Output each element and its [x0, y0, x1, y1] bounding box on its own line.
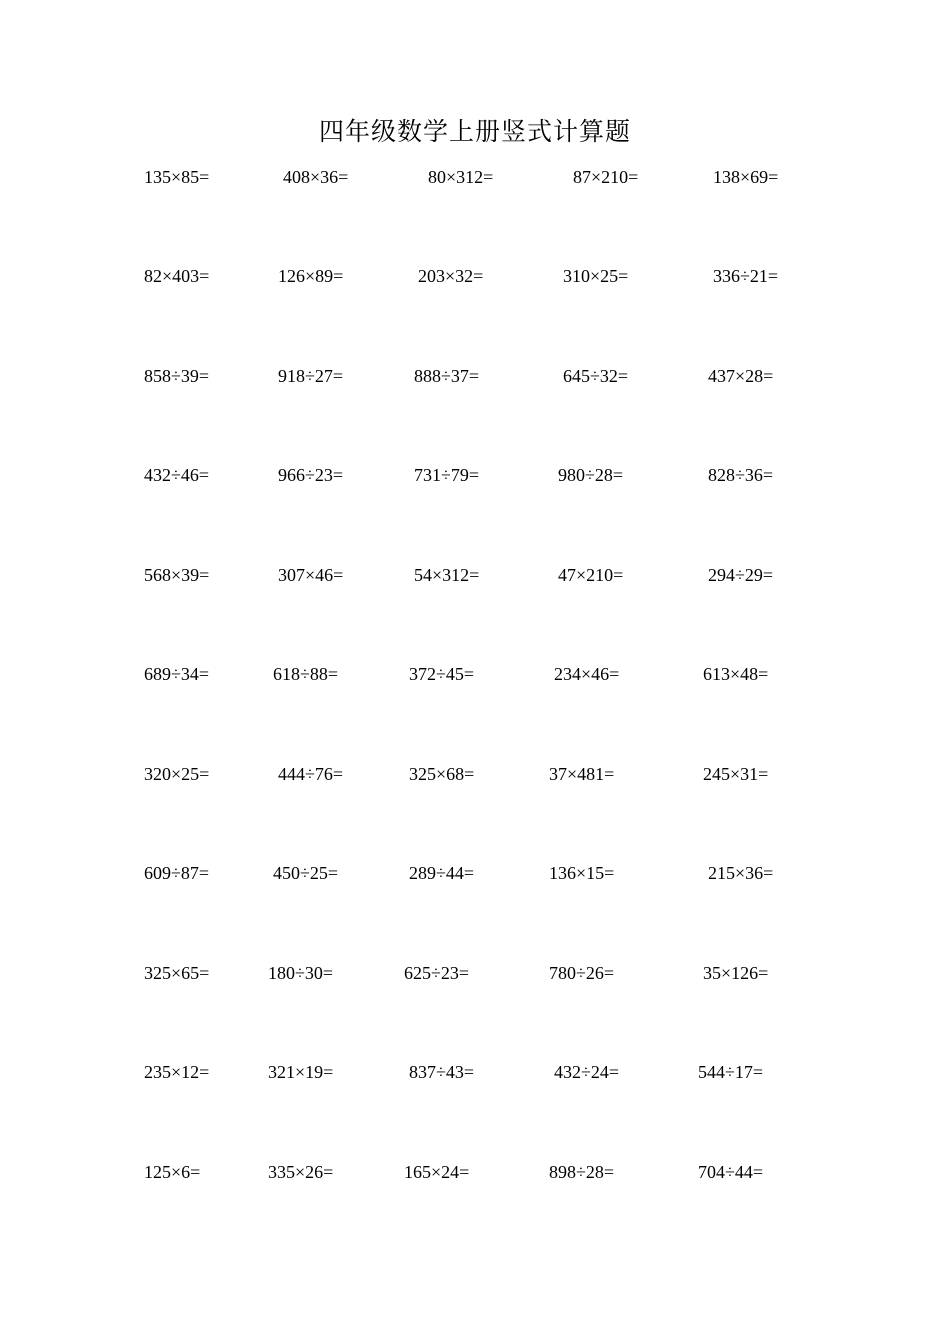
problem-r9-c1: 325×65= [144, 963, 210, 983]
problem-r4-c5: 828÷36= [708, 465, 774, 485]
problem-r9-c4: 780÷26= [549, 963, 615, 983]
problem-r9-c5: 35×126= [703, 963, 769, 983]
problem-r7-c2: 444÷76= [278, 764, 344, 784]
problem-r3-c4: 645÷32= [563, 366, 629, 386]
problem-r8-c4: 136×15= [549, 863, 615, 883]
problem-r10-c4: 432÷24= [554, 1062, 620, 1082]
problem-r7-c5: 245×31= [703, 764, 769, 784]
problem-r8-c1: 609÷87= [144, 863, 210, 883]
problem-r7-c3: 325×68= [409, 764, 475, 784]
problem-r11-c1: 125×6= [144, 1162, 201, 1182]
problem-r9-c3: 625÷23= [404, 963, 470, 983]
page-title: 四年级数学上册竖式计算题 [318, 117, 631, 146]
problem-r10-c5: 544÷17= [698, 1062, 764, 1082]
problem-r7-c1: 320×25= [144, 764, 210, 784]
problem-r11-c4: 898÷28= [549, 1162, 615, 1182]
problem-r4-c1: 432÷46= [144, 465, 210, 485]
problem-r3-c2: 918÷27= [278, 366, 344, 386]
problem-r11-c3: 165×24= [404, 1162, 470, 1182]
problem-r1-c4: 87×210= [573, 167, 639, 187]
problem-r3-c5: 437×28= [708, 366, 774, 386]
problem-r4-c2: 966÷23= [278, 465, 344, 485]
problem-r10-c3: 837÷43= [409, 1062, 475, 1082]
problem-r8-c3: 289÷44= [409, 863, 475, 883]
problem-r6-c3: 372÷45= [409, 664, 475, 684]
problem-r2-c3: 203×32= [418, 266, 484, 286]
problem-r2-c5: 336÷21= [713, 266, 779, 286]
problem-r8-c5: 215×36= [708, 863, 774, 883]
problem-r3-c3: 888÷37= [414, 366, 480, 386]
problem-r9-c2: 180÷30= [268, 963, 334, 983]
problem-r11-c2: 335×26= [268, 1162, 334, 1182]
problem-r1-c5: 138×69= [713, 167, 779, 187]
problem-r4-c4: 980÷28= [558, 465, 624, 485]
problem-r6-c4: 234×46= [554, 664, 620, 684]
problem-r10-c2: 321×19= [268, 1062, 334, 1082]
problem-r5-c5: 294÷29= [708, 565, 774, 585]
problem-r7-c4: 37×481= [549, 764, 615, 784]
problem-r6-c1: 689÷34= [144, 664, 210, 684]
problem-r2-c1: 82×403= [144, 266, 210, 286]
problem-r1-c3: 80×312= [428, 167, 494, 187]
problem-r5-c3: 54×312= [414, 565, 480, 585]
problem-r11-c5: 704÷44= [698, 1162, 764, 1182]
problem-r6-c5: 613×48= [703, 664, 769, 684]
problem-r10-c1: 235×12= [144, 1062, 210, 1082]
problem-r1-c2: 408×36= [283, 167, 349, 187]
problem-r6-c2: 618÷88= [273, 664, 339, 684]
problem-r8-c2: 450÷25= [273, 863, 339, 883]
problem-r5-c4: 47×210= [558, 565, 624, 585]
problem-r1-c1: 135×85= [144, 167, 210, 187]
problem-r4-c3: 731÷79= [414, 465, 480, 485]
problem-r3-c1: 858÷39= [144, 366, 210, 386]
problem-r2-c2: 126×89= [278, 266, 344, 286]
problem-r2-c4: 310×25= [563, 266, 629, 286]
problem-r5-c1: 568×39= [144, 565, 210, 585]
problem-r5-c2: 307×46= [278, 565, 344, 585]
